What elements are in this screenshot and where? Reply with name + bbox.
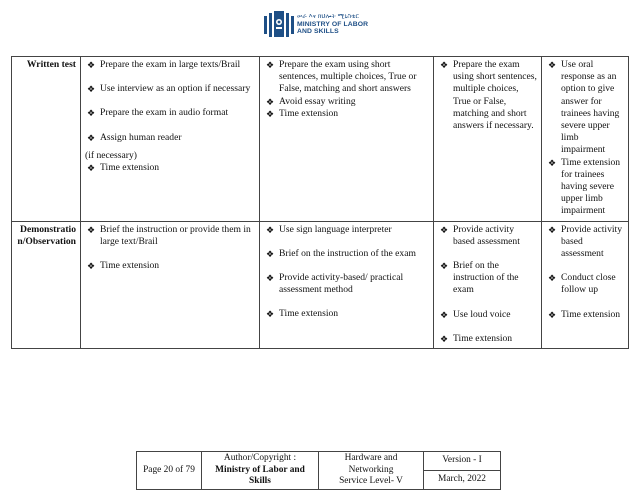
list-item: ❖ Brief on the instruction of the exam: [266, 247, 416, 259]
ministry-emblem-icon: [264, 11, 294, 37]
bullet-list: [546, 59, 624, 218]
diamond-bullet-icon: ❖: [266, 60, 275, 70]
bullet-list: [85, 162, 255, 174]
list-item: ❖ Time extension: [87, 260, 160, 272]
list-item: ❖ Prepare the exam using short sentences, multiple choices, True or False, matching and short answers if necessary.: [440, 59, 537, 132]
list-item: ❖ Time extension: [266, 107, 339, 119]
cell-demo-visual: [81, 221, 260, 348]
list-item: ❖ Provide activity based assessment: [440, 223, 520, 247]
list-item: ❖ Prepare the exam in audio format: [87, 107, 229, 119]
bullet-list: [85, 224, 255, 273]
bullet-list: [438, 224, 537, 345]
course-line-1: Hardware and Networking: [344, 453, 398, 475]
cell-written-hearing: [260, 57, 434, 222]
version: Version - I: [424, 452, 501, 471]
diamond-bullet-icon: ❖: [440, 333, 449, 344]
author-label: Author/Copyright :: [223, 453, 297, 463]
diamond-bullet-icon: ❖: [266, 108, 275, 119]
bullet-list: [264, 224, 429, 321]
list-item: ❖ Use oral response as an option to give answer for trainees having severe upper limb impairment: [548, 59, 620, 156]
diamond-bullet-icon: ❖: [87, 108, 96, 119]
course-line-2: Service Level- V: [339, 476, 403, 487]
list-item: ❖ Conduct close follow up: [548, 272, 616, 296]
author-cell: [202, 452, 319, 490]
logo-amharic: ሠራ እና ክህሎት ሚኒስቴር: [297, 13, 360, 20]
list-item: ❖ Brief the instruction or provide them in large text/Brail: [87, 223, 251, 247]
diamond-bullet-icon: ❖: [548, 273, 557, 284]
logo-line-2: AND SKILLS: [297, 28, 339, 35]
author-name: Ministry of Labor and Skills: [215, 464, 305, 487]
bullet-list: [546, 224, 624, 321]
diamond-bullet-icon: ❖: [87, 261, 96, 272]
list-item: ❖ Use interview as an option if necessary: [87, 83, 251, 95]
list-item: ❖ Time extension: [87, 162, 160, 174]
diamond-bullet-icon: ❖: [548, 60, 557, 70]
diamond-bullet-icon: ❖: [548, 224, 557, 235]
cell-demo-intellectual: [434, 221, 542, 348]
note-text: (if necessary): [85, 149, 137, 161]
row-heading-demonstration: Demonstration/Observation: [12, 221, 81, 348]
list-item: ❖ Avoid essay writing: [266, 95, 356, 107]
diamond-bullet-icon: ❖: [266, 224, 275, 235]
bullet-list: [85, 59, 255, 144]
diamond-bullet-icon: ❖: [548, 157, 557, 168]
diamond-bullet-icon: ❖: [440, 224, 449, 235]
diamond-bullet-icon: ❖: [266, 309, 275, 320]
diamond-bullet-icon: ❖: [266, 273, 275, 284]
list-item: ❖ Use sign language interpreter: [266, 223, 392, 235]
date: March, 2022: [424, 470, 501, 489]
list-item: ❖ Time extension for trainees having severe upper limb impairment: [548, 156, 621, 217]
list-item: ❖ Time extension: [548, 308, 621, 320]
list-item: ❖ Use loud voice: [440, 308, 511, 320]
ministry-logo: [264, 9, 384, 39]
cell-demo-hearing: [260, 221, 434, 348]
diamond-bullet-icon: ❖: [87, 84, 96, 95]
cell-written-intellectual: [434, 57, 542, 222]
row-heading-written-test: Written test: [12, 57, 81, 222]
logo-text: [297, 13, 368, 36]
diamond-bullet-icon: ❖: [87, 132, 96, 143]
diamond-bullet-icon: ❖: [548, 309, 557, 320]
list-item: ❖ Prepare the exam in large texts/Brail: [87, 59, 241, 70]
list-item: ❖ Assign human reader: [87, 131, 182, 143]
list-item: ❖ Provide activity based assessment: [548, 223, 623, 260]
diamond-bullet-icon: ❖: [440, 309, 449, 320]
diamond-bullet-icon: ❖: [87, 163, 96, 174]
logo-line-1: MINISTRY OF LABOR: [297, 20, 369, 28]
list-item: ❖ Time extension: [266, 308, 339, 320]
assessment-accommodation-table: [11, 56, 629, 349]
cell-written-visual: [81, 57, 260, 222]
list-item: ❖ Prepare the exam using short sentences, multiple choices, True or False, matching and short answers: [266, 59, 417, 95]
diamond-bullet-icon: ❖: [87, 60, 96, 70]
table-row: [12, 221, 629, 348]
diamond-bullet-icon: ❖: [266, 248, 275, 259]
diamond-bullet-icon: ❖: [440, 60, 449, 70]
page-footer: [136, 451, 501, 490]
diamond-bullet-icon: ❖: [440, 261, 449, 272]
page-number: Page 20 of 79: [137, 452, 202, 490]
list-item: ❖ Time extension: [440, 332, 513, 344]
diamond-bullet-icon: ❖: [87, 224, 96, 235]
course-cell: [319, 452, 424, 490]
table-row: [12, 57, 629, 222]
diamond-bullet-icon: ❖: [266, 96, 275, 107]
cell-written-physical: [542, 57, 629, 222]
bullet-list: [264, 59, 429, 120]
cell-demo-physical: [542, 221, 629, 348]
bullet-list: [438, 59, 537, 132]
list-item: ❖ Brief on the instruction of the exam: [440, 260, 519, 296]
list-item: ❖ Provide activity-based/ practical assessment method: [266, 272, 404, 296]
